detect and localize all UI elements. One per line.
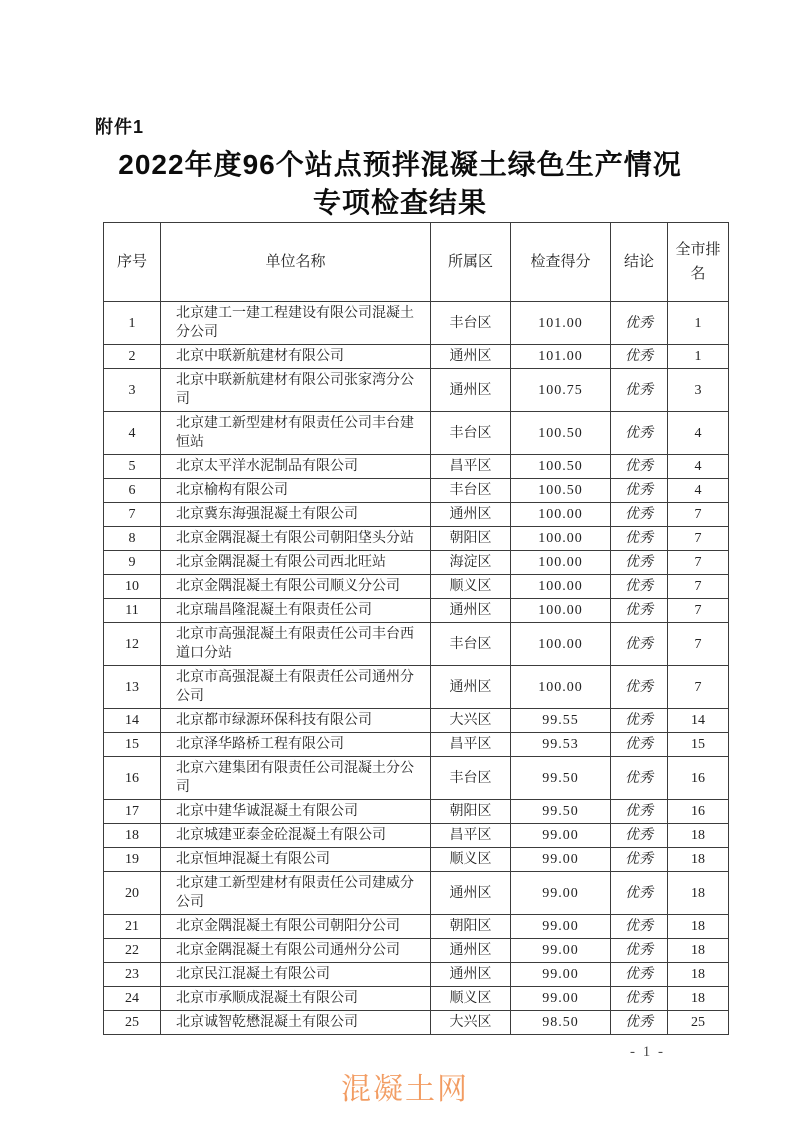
table-row [104,848,729,872]
cell-city-rank: 7 [668,599,729,623]
cell-district: 顺义区 [431,575,511,599]
table-body [104,302,729,1035]
cell-serial-number: 3 [104,369,161,412]
cell-score: 100.75 [511,369,611,412]
cell-district: 昌平区 [431,824,511,848]
cell-company-name: 北京金隅混凝土有限公司朝阳垡头分站 [161,527,431,551]
cell-conclusion: 优秀 [611,302,668,345]
cell-serial-number: 20 [104,872,161,915]
cell-company-name: 北京冀东海强混凝土有限公司 [161,503,431,527]
cell-company-name: 北京金隅混凝土有限公司西北旺站 [161,551,431,575]
cell-conclusion: 优秀 [611,709,668,733]
cell-district: 丰台区 [431,412,511,455]
cell-city-rank: 7 [668,666,729,709]
cell-serial-number: 18 [104,824,161,848]
cell-city-rank: 25 [668,1011,729,1035]
cell-company-name: 北京城建亚泰金砼混凝土有限公司 [161,824,431,848]
cell-conclusion: 优秀 [611,939,668,963]
cell-district: 通州区 [431,666,511,709]
cell-district: 朝阳区 [431,800,511,824]
table-row [104,599,729,623]
cell-conclusion: 优秀 [611,757,668,800]
cell-district: 昌平区 [431,455,511,479]
cell-city-rank: 15 [668,733,729,757]
cell-district: 通州区 [431,939,511,963]
table-row [104,369,729,412]
cell-serial-number: 12 [104,623,161,666]
table-row [104,733,729,757]
cell-conclusion: 优秀 [611,455,668,479]
cell-conclusion: 优秀 [611,666,668,709]
table-row [104,709,729,733]
cell-city-rank: 14 [668,709,729,733]
cell-conclusion: 优秀 [611,412,668,455]
results-table [103,222,729,1035]
cell-score: 98.50 [511,1011,611,1035]
cell-score: 99.00 [511,848,611,872]
table-row [104,666,729,709]
cell-serial-number: 7 [104,503,161,527]
header-conclusion: 结论 [611,223,668,302]
table-row [104,551,729,575]
watermark: 混凝土网 [341,1073,469,1106]
cell-conclusion: 优秀 [611,824,668,848]
cell-company-name: 北京诚智乾懋混凝土有限公司 [161,1011,431,1035]
table-row [104,412,729,455]
cell-company-name: 北京市承顺成混凝土有限公司 [161,987,431,1011]
cell-company-name: 北京市高强混凝土有限责任公司通州分公司 [161,666,431,709]
table-row [104,302,729,345]
cell-company-name: 北京建工新型建材有限责任公司建威分公司 [161,872,431,915]
cell-city-rank: 16 [668,800,729,824]
cell-score: 100.50 [511,412,611,455]
cell-serial-number: 24 [104,987,161,1011]
cell-district: 海淀区 [431,551,511,575]
cell-district: 通州区 [431,599,511,623]
cell-serial-number: 23 [104,963,161,987]
header-company-name: 单位名称 [161,223,431,302]
cell-serial-number: 25 [104,1011,161,1035]
cell-company-name: 北京民江混凝土有限公司 [161,963,431,987]
cell-score: 100.50 [511,479,611,503]
cell-city-rank: 18 [668,915,729,939]
table-row [104,987,729,1011]
table-row [104,800,729,824]
cell-score: 101.00 [511,302,611,345]
cell-score: 99.55 [511,709,611,733]
cell-score: 99.00 [511,987,611,1011]
cell-city-rank: 1 [668,345,729,369]
cell-city-rank: 7 [668,527,729,551]
table-row [104,824,729,848]
cell-conclusion: 优秀 [611,963,668,987]
cell-district: 朝阳区 [431,915,511,939]
cell-conclusion: 优秀 [611,345,668,369]
table-row [104,575,729,599]
cell-serial-number: 6 [104,479,161,503]
cell-district: 丰台区 [431,623,511,666]
table-row [104,623,729,666]
header-district: 所属区 [431,223,511,302]
cell-serial-number: 1 [104,302,161,345]
cell-score: 100.00 [511,503,611,527]
cell-city-rank: 3 [668,369,729,412]
cell-score: 100.00 [511,666,611,709]
cell-score: 99.50 [511,757,611,800]
cell-score: 99.00 [511,824,611,848]
cell-score: 100.00 [511,551,611,575]
cell-city-rank: 18 [668,939,729,963]
cell-district: 顺义区 [431,987,511,1011]
table-row [104,479,729,503]
cell-serial-number: 17 [104,800,161,824]
attachment-label: 附件1 [95,117,145,137]
cell-company-name: 北京建工新型建材有限责任公司丰台建恒站 [161,412,431,455]
cell-company-name: 北京金隅混凝土有限公司朝阳分公司 [161,915,431,939]
cell-score: 100.00 [511,623,611,666]
cell-serial-number: 8 [104,527,161,551]
cell-conclusion: 优秀 [611,987,668,1011]
table-row [104,345,729,369]
cell-conclusion: 优秀 [611,1011,668,1035]
cell-conclusion: 优秀 [611,479,668,503]
cell-city-rank: 18 [668,824,729,848]
cell-score: 99.00 [511,939,611,963]
cell-conclusion: 优秀 [611,872,668,915]
cell-company-name: 北京中建华诚混凝土有限公司 [161,800,431,824]
cell-city-rank: 18 [668,963,729,987]
cell-city-rank: 18 [668,848,729,872]
cell-city-rank: 1 [668,302,729,345]
cell-district: 通州区 [431,872,511,915]
cell-serial-number: 9 [104,551,161,575]
header-score: 检查得分 [511,223,611,302]
cell-district: 丰台区 [431,757,511,800]
cell-serial-number: 4 [104,412,161,455]
cell-conclusion: 优秀 [611,527,668,551]
cell-company-name: 北京建工一建工程建设有限公司混凝土分公司 [161,302,431,345]
cell-score: 100.00 [511,575,611,599]
table-row [104,455,729,479]
cell-conclusion: 优秀 [611,551,668,575]
cell-city-rank: 4 [668,479,729,503]
cell-district: 丰台区 [431,302,511,345]
cell-district: 顺义区 [431,848,511,872]
cell-serial-number: 19 [104,848,161,872]
cell-city-rank: 7 [668,623,729,666]
table-row [104,915,729,939]
cell-serial-number: 2 [104,345,161,369]
cell-conclusion: 优秀 [611,800,668,824]
cell-city-rank: 4 [668,455,729,479]
header-serial-number: 序号 [104,223,161,302]
cell-score: 99.50 [511,800,611,824]
cell-score: 100.00 [511,599,611,623]
cell-conclusion: 优秀 [611,915,668,939]
cell-conclusion: 优秀 [611,575,668,599]
table-row [104,1011,729,1035]
table-row [104,503,729,527]
cell-district: 大兴区 [431,1011,511,1035]
cell-company-name: 北京金隅混凝土有限公司通州分公司 [161,939,431,963]
cell-district: 大兴区 [431,709,511,733]
cell-score: 99.53 [511,733,611,757]
cell-score: 101.00 [511,345,611,369]
cell-conclusion: 优秀 [611,733,668,757]
cell-company-name: 北京恒坤混凝土有限公司 [161,848,431,872]
cell-company-name: 北京泽华路桥工程有限公司 [161,733,431,757]
cell-serial-number: 22 [104,939,161,963]
cell-city-rank: 18 [668,872,729,915]
cell-company-name: 北京中联新航建材有限公司张家湾分公司 [161,369,431,412]
cell-serial-number: 10 [104,575,161,599]
cell-company-name: 北京金隅混凝土有限公司顺义分公司 [161,575,431,599]
cell-company-name: 北京瑞昌隆混凝土有限责任公司 [161,599,431,623]
cell-score: 99.00 [511,915,611,939]
cell-district: 通州区 [431,345,511,369]
cell-city-rank: 7 [668,551,729,575]
cell-serial-number: 13 [104,666,161,709]
cell-city-rank: 18 [668,987,729,1011]
cell-conclusion: 优秀 [611,599,668,623]
cell-score: 99.00 [511,963,611,987]
cell-company-name: 北京中联新航建材有限公司 [161,345,431,369]
cell-serial-number: 21 [104,915,161,939]
cell-company-name: 北京太平洋水泥制品有限公司 [161,455,431,479]
cell-conclusion: 优秀 [611,369,668,412]
table-row [104,872,729,915]
cell-company-name: 北京榆构有限公司 [161,479,431,503]
title-line-1: 2022年度96个站点预拌混凝土绿色生产情况 [118,149,682,180]
page-number: - 1 - [630,1044,665,1060]
cell-serial-number: 11 [104,599,161,623]
cell-score: 100.50 [511,455,611,479]
cell-city-rank: 16 [668,757,729,800]
table-row [104,963,729,987]
header-city-rank: 全市排名 [668,223,729,302]
title-line-2: 专项检查结果 [312,187,487,218]
table-header-row [104,223,729,302]
cell-score: 100.00 [511,527,611,551]
cell-district: 朝阳区 [431,527,511,551]
cell-city-rank: 7 [668,575,729,599]
cell-conclusion: 优秀 [611,623,668,666]
page-title [0,146,800,222]
cell-serial-number: 14 [104,709,161,733]
cell-company-name: 北京市高强混凝土有限责任公司丰台西道口分站 [161,623,431,666]
cell-company-name: 北京六建集团有限责任公司混凝土分公司 [161,757,431,800]
cell-serial-number: 15 [104,733,161,757]
cell-company-name: 北京都市绿源环保科技有限公司 [161,709,431,733]
cell-district: 通州区 [431,963,511,987]
cell-conclusion: 优秀 [611,848,668,872]
cell-serial-number: 16 [104,757,161,800]
table-row [104,757,729,800]
cell-city-rank: 7 [668,503,729,527]
cell-city-rank: 4 [668,412,729,455]
cell-district: 通州区 [431,369,511,412]
cell-score: 99.00 [511,872,611,915]
cell-district: 丰台区 [431,479,511,503]
table-row [104,939,729,963]
cell-district: 通州区 [431,503,511,527]
cell-serial-number: 5 [104,455,161,479]
cell-district: 昌平区 [431,733,511,757]
cell-conclusion: 优秀 [611,503,668,527]
table-row [104,527,729,551]
